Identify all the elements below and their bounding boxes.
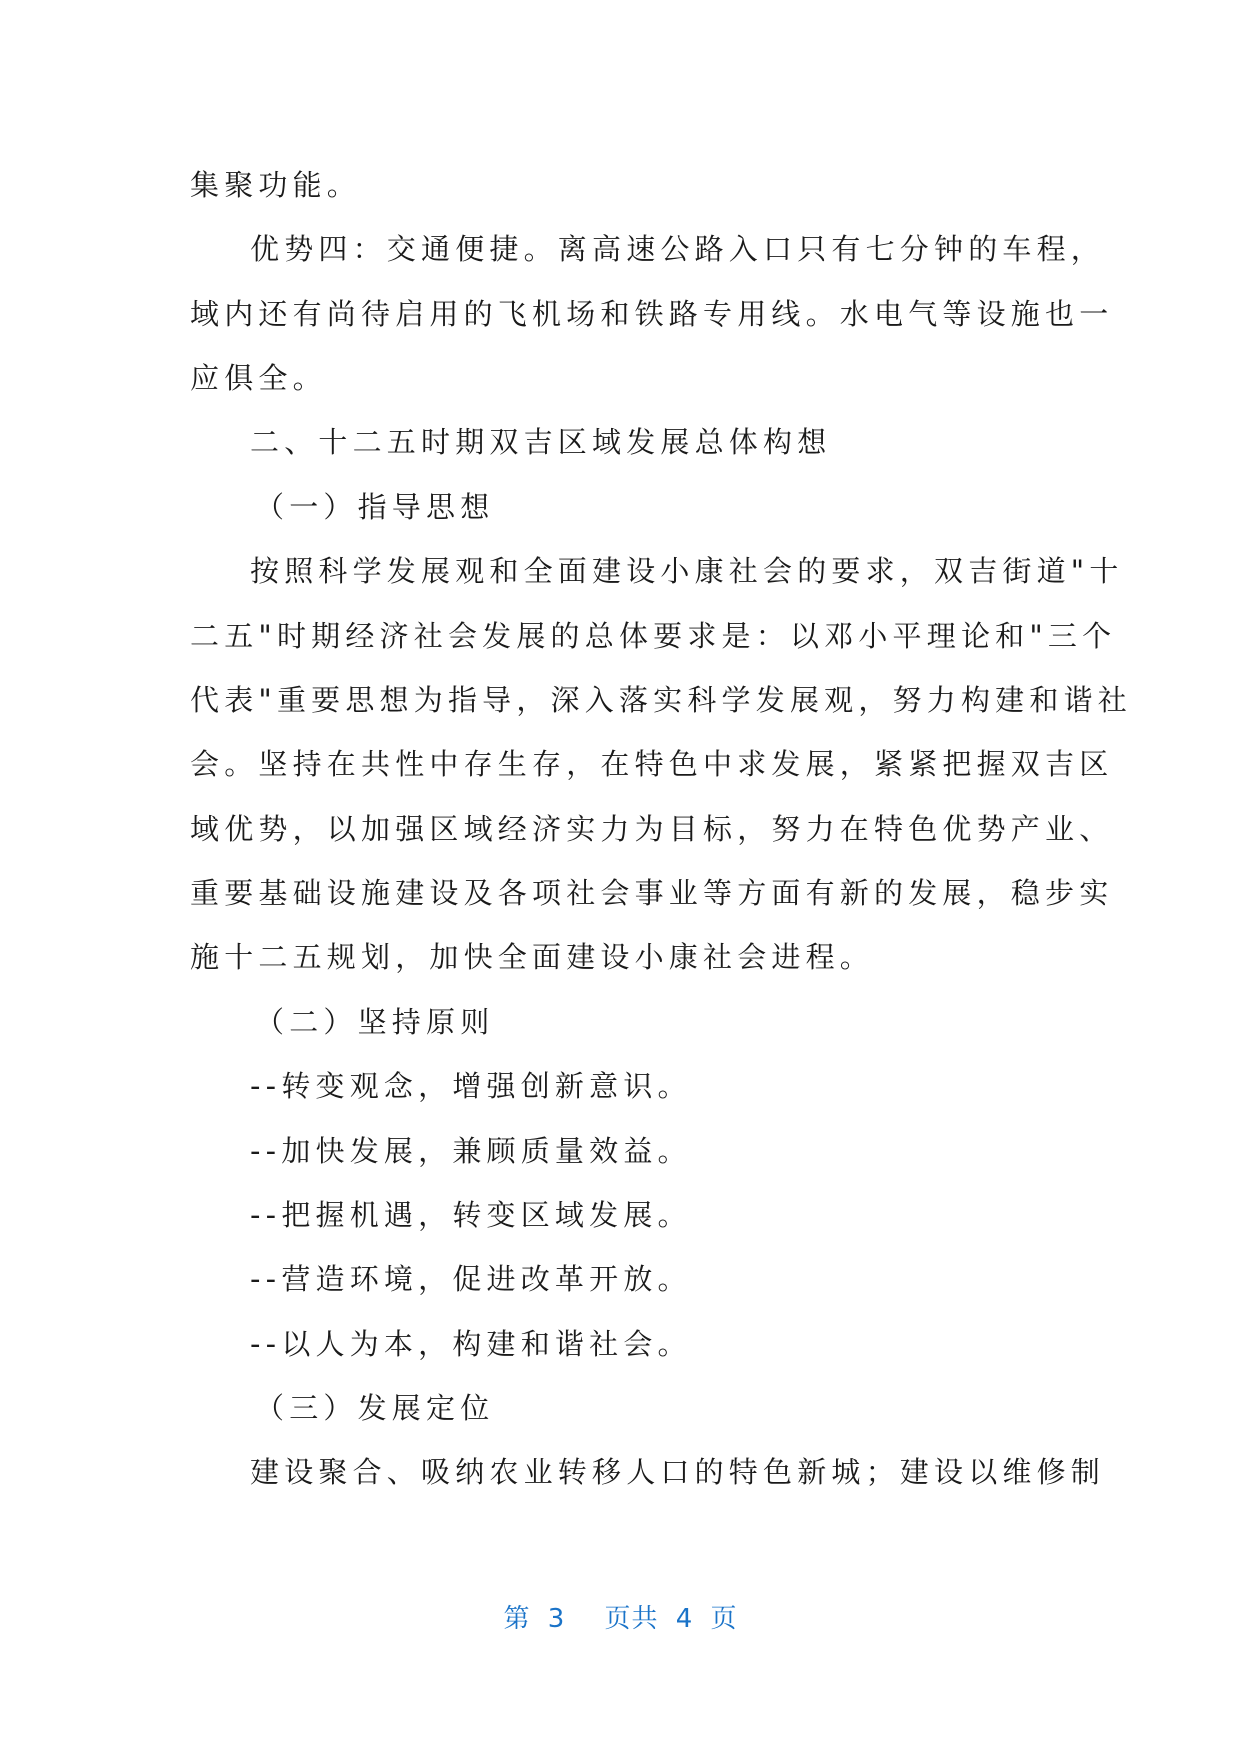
total-pages-number: 4 xyxy=(675,1604,694,1634)
text-line: 集聚功能。 xyxy=(190,168,362,202)
text-line: 代表"重要思想为指导，深入落实科学发展观，努力构建和谐社 xyxy=(190,683,1132,717)
text-line: 二五"时期经济社会发展的总体要求是：以邓小平理论和"三个 xyxy=(190,619,1117,653)
list-item: --加快发展，兼顾质量效益。 xyxy=(250,1134,692,1168)
text-line: 重要基础设施建设及各项社会事业等方面有新的发展，稳步实 xyxy=(190,876,1114,910)
list-item: --把握机遇，转变区域发展。 xyxy=(250,1198,692,1232)
text-line: 会。坚持在共性中存生存，在特色中求发展，紧紧把握双吉区 xyxy=(190,747,1114,781)
section-heading: 二、十二五时期双吉区域发展总体构想 xyxy=(250,425,832,459)
footer-suffix: 页 xyxy=(710,1604,738,1634)
text-line: 域优势，以加强区域经济实力为目标，努力在特色优势产业、 xyxy=(190,812,1114,846)
list-item: --以人为本，构建和谐社会。 xyxy=(250,1327,692,1361)
text-line: 施十二五规划，加快全面建设小康社会进程。 xyxy=(190,940,875,974)
subsection-heading: （一）指导思想 xyxy=(255,490,495,524)
list-item: --转变观念，增强创新意识。 xyxy=(250,1069,692,1103)
text-line: 优势四：交通便捷。离高速公路入口只有七分钟的车程， xyxy=(250,232,1106,266)
text-line: 域内还有尚待启用的飞机场和铁路专用线。水电气等设施也一 xyxy=(190,297,1114,331)
text-line: 建设聚合、吸纳农业转移人口的特色新城；建设以维修制 xyxy=(250,1455,1106,1489)
footer-prefix: 第 xyxy=(503,1604,531,1634)
page-number-footer xyxy=(0,1598,1241,1635)
text-line: 按照科学发展观和全面建设小康社会的要求，双吉街道"十 xyxy=(250,554,1124,588)
subsection-heading: （三）发展定位 xyxy=(255,1391,495,1425)
list-item: --营造环境，促进改革开放。 xyxy=(250,1262,692,1296)
current-page-number: 3 xyxy=(547,1604,566,1634)
subsection-heading: （二）坚持原则 xyxy=(255,1005,495,1039)
footer-middle: 页共 xyxy=(604,1604,659,1634)
text-line: 应俱全。 xyxy=(190,361,327,395)
